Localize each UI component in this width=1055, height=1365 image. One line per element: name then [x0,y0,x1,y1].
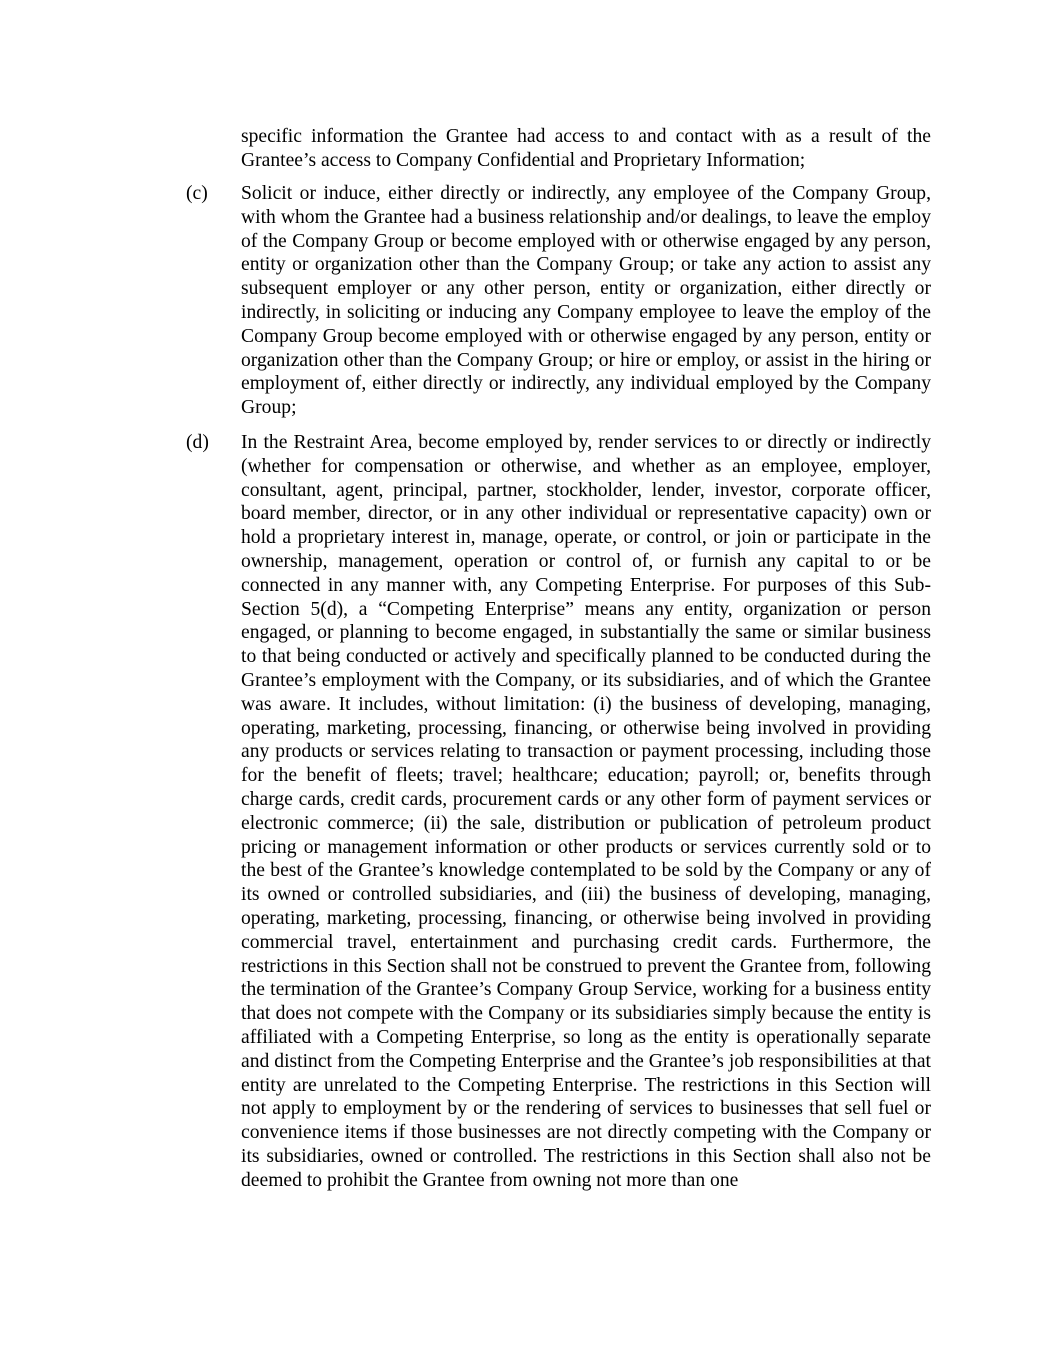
item-marker-c: (c) [186,183,208,204]
item-paragraph-d: In the Restraint Area, become employed by, render services to or directly or indirectly (whether for compensation or otherwise, and whether as an employee, employer, consultant, agent, principal, partner, stockholder, lender, investor, corporate officer, board member, director, or in any other individual or representative capacity) own or hold a proprietary interest in, manage, operate, or control, or join or participate in the ownership, management, operation or control of, or furnish any capital to or be connected in any manner with, any Competing Enterprise. For purposes of this Sub-Section 5(d), a “Competing Enterprise” means any entity, organization or person engaged, or planning to become engaged, in substantially the same or similar business to that being conducted or actively and specifically planned to be conducted during the Grantee’s employment with the Company, or its subsidiaries, and of which the Grantee was aware. It includes, without limitation: (i) the business of developing, managing, operating, marketing, processing, financing, or otherwise being involved in providing any products or services relating to transaction or payment processing, including those for the benefit of fleets; travel; healthcare; education; payroll; or, benefits through charge cards, credit cards, procurement cards or any other form of payment services or electronic commerce; (ii) the sale, distribution or publication of petroleum product pricing or management information or other products or services currently sold or to the best of the Grantee’s knowledge contemplated to be sold by the Company or any of its owned or controlled subsidiaries, and (iii) the business of developing, managing, operating, marketing, processing, financing, or otherwise being involved in providing commercial travel, entertainment and purchasing credit cards. Furthermore, the restrictions in this Section shall not be construed to prevent the Grantee from, following the termination of the Grantee’s Company Group Service, working for a business entity that does not compete with the Company or its subsidiaries simply because the entity is affiliated with a Competing Enterprise, so long as the entity is operationally separate and distinct from the Competing Enterprise and the Grantee’s job responsibilities at that entity are unrelated to the Competing Enterprise. The restrictions in this Section will not apply to employment by or the rendering of services to businesses that sell fuel or convenience items if those businesses are not directly competing with the Company or its subsidiaries, owned or controlled. The restrictions in this Section shall also not be deemed to prohibit the Grantee from owning not more than one [241,432,931,1191]
continuation-paragraph: specific information the Grantee had access to and contact with as a result of the Grantee’s access to Company Confidential and Proprietary Information; [241,126,931,171]
item-marker-d: (d) [186,432,209,453]
item-paragraph-c: Solicit or induce, either directly or indirectly, any employee of the Company Group, with whom the Grantee had a business relationship and/or dealings, to leave the employ of the Company Group or become employed with or otherwise engaged by any person, entity or organization other than the Company Group; or take any action to assist any subsequent employer or any other person, entity or organization, either directly or indirectly, in soliciting or inducing any Company employee to leave the employ of the Company Group become employed with or otherwise engaged by any person, entity or organization other than the Company Group; or hire or employ, or assist in the hiring or employment of, either directly or indirectly, any individual employed by the Company Group; [241,183,931,419]
